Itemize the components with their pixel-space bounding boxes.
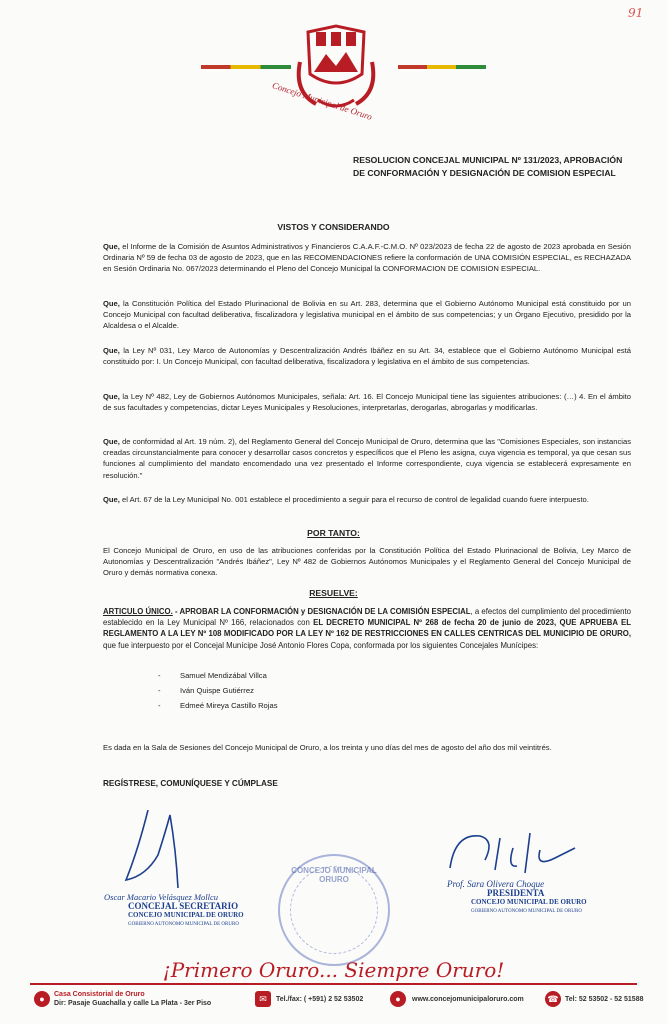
registrese-text: REGÍSTRESE, COMUNÍQUESE Y CÚMPLASE	[103, 779, 278, 788]
member-item: - Samuel Mendizábal Villca	[180, 668, 278, 683]
signature-right: Prof. Sara Olivera Choque PRESIDENTA CONCEJO MUNICIPAL DE ORURO GOBIERNO AUTONOMO MUNICIPAL DE ORURO	[447, 879, 587, 914]
fax-icon: ✉	[255, 991, 271, 1007]
considerando-2: Que, la Constitución Política del Estado Plurinacional de Bolivia en su Art. 283, determina que el Gobierno Autónomo Municipal está constituido por un Concejo Municipal con facultad deliberativa, fiscalizadora y legislativa municipal en el ámbito de sus competencias; y un Órgano Ejecutivo, presidido por la Alcaldesa o el Alcalde.	[103, 299, 631, 331]
members-list	[180, 668, 278, 713]
resuelve-heading: RESUELVE:	[309, 588, 358, 598]
page-number: 91	[628, 6, 644, 20]
footer-fax: Tel./fax: ( +591) 2 52 53502	[276, 996, 364, 1003]
footer-slogan: ¡Primero Oruro... Siempre Oruro!	[162, 958, 505, 982]
resolution-title: RESOLUCION CONCEJAL MUNICIPAL Nº 131/2023, APROBACIÓN DE CONFORMACIÓN Y DESIGNACIÓN DE COMISION ESPECIAL	[353, 155, 623, 178]
closing-text: Es dada en la Sala de Sesiones del Concejo Municipal de Oruro, a los treinta y uno días del mes de agosto del año dos mil veintitrés.	[103, 743, 552, 752]
footer-rule	[30, 983, 637, 985]
signature-left-scribble	[118, 810, 218, 890]
footer-phones: Tel: 52 53502 - 52 51588	[565, 996, 644, 1003]
flag-bar-left	[201, 65, 291, 69]
considerando-4: Que, la Ley Nº 482, Ley de Gobiernos Autónomos Municipales, señala: Art. 16. El Concejo Municipal tiene las siguientes atribuciones: (…) 4. En el ámbito de sus facultades y competencias, dictar Leyes Municipales y Resoluciones, interpretarlas, derogarlas, abrogarlas y modificarlas.	[103, 392, 631, 413]
footer-web-link[interactable]: www.concejomunicipaloruro.com	[412, 996, 524, 1003]
vistos-heading: VISTOS Y CONSIDERANDO	[277, 222, 390, 232]
globe-icon: ●	[390, 991, 406, 1007]
articulo-unico: ARTICULO ÚNICO. - APROBAR LA CONFORMACIÓN y DESIGNACIÓN DE LA COMISIÓN ESPECIAL, a efectos del cumplimiento del procedimiento establecido en la Ley Municipal Nº 166, relacionados con EL DECRETO MUNICIPAL Nº 268 de fecha 20 de junio de 2023, QUE APRUEBA EL REGLAMENTO A LA LEY Nº 108 MODIFICADO POR LA LEY Nº 162 DE RESTRICCIONES EN CALLES CENTRICAS DEL MUNICIPIO DE ORURO, que fue interpuesto por el Concejal Munícipe José Antonio Flores Copa, conformada por los siguientes Concejales Munícipes:	[103, 607, 632, 650]
por-tanto-text: El Concejo Municipal de Oruro, en uso de las atribuciones conferidas por la Constitución Política del Estado Plurinacional de Bolivia, Ley Marco de Autonomías y Descentralización "Andrés Ibáñez", Ley Nº 482 de Gobiernos Autónomos Municipales y el Reglamento General del Concejo Municipal de Oruro y demás normativa conexa.	[103, 546, 631, 578]
logo-text: Concejo Municipal de Oruro	[271, 80, 374, 122]
member-item: - Edmeé Mireya Castillo Rojas	[180, 698, 278, 713]
location-pin-icon: ●	[34, 991, 50, 1007]
footer-address: Casa Consistorial de Oruro Dir: Pasaje Guachalla y calle La Plata - 3er Piso	[54, 991, 212, 1007]
member-item: - Iván Quispe Gutiérrez	[180, 683, 278, 698]
considerando-6: Que, el Art. 67 de la Ley Municipal No. 001 establece el procedimiento a seguir para el recurso de control de legalidad cuando fuere interpuesto.	[103, 495, 589, 504]
official-stamp: CONCEJO MUNICIPAL ORURO	[278, 854, 390, 966]
considerando-3: Que, la Ley Nº 031, Ley Marco de Autonomías y Descentralización Andrés Ibáñez en su Art. 34, establece que el Gobierno Autónomo Municipal está constituido por: I. Un Concejo Municipal, con facultad deliberativa, fiscalizadora y legislativa en el ámbito de sus competencias.	[103, 346, 631, 367]
signature-right-scribble	[445, 828, 595, 878]
considerando-5: Que, de conformidad al Art. 19 núm. 2), del Reglamento General del Concejo Municipal de Oruro, determina que las "Comisiones Especiales, son instancias creadas circunstancialmente para conocer y desarrollar casos concretos y específicos que el Pleno les asigna, cuya vigencia es temporal, ya que cesan sus funciones al cumplimiento del mandato encomendado una vez presentado el Informe correspondiente, cuya vigencia se establecerá expresamente en resolución."	[103, 437, 631, 480]
considerando-1: Que, el Informe de la Comisión de Asuntos Administrativos y Financieros C.A.A.F.-C.M.O. Nº 023/2023 de fecha 22 de agosto de 2023 aprobada en Sesión Ordinaria Nº 59 de fecha 03 de agosto de 2023, que en las RECOMENDACIONES refiere la conformación de UNA COMISIÓN ESPECIAL, es RECHAZADA en Sesión Ordinaria No. 067/2023 determinando el Pleno del Concejo Municipal la CONFORMACION DE COMISION ESPECIAL.	[103, 242, 631, 274]
flag-bar-right	[398, 65, 486, 69]
por-tanto-heading: POR TANTO:	[307, 528, 360, 538]
signature-left: Oscar Macario Velásquez Mollcu CONCEJAL SECRETARIO CONCEJO MUNICIPAL DE ORURO GOBIERNO AUTONOMO MUNICIPAL DE ORURO	[104, 892, 244, 927]
phone-icon: ☎	[545, 991, 561, 1007]
